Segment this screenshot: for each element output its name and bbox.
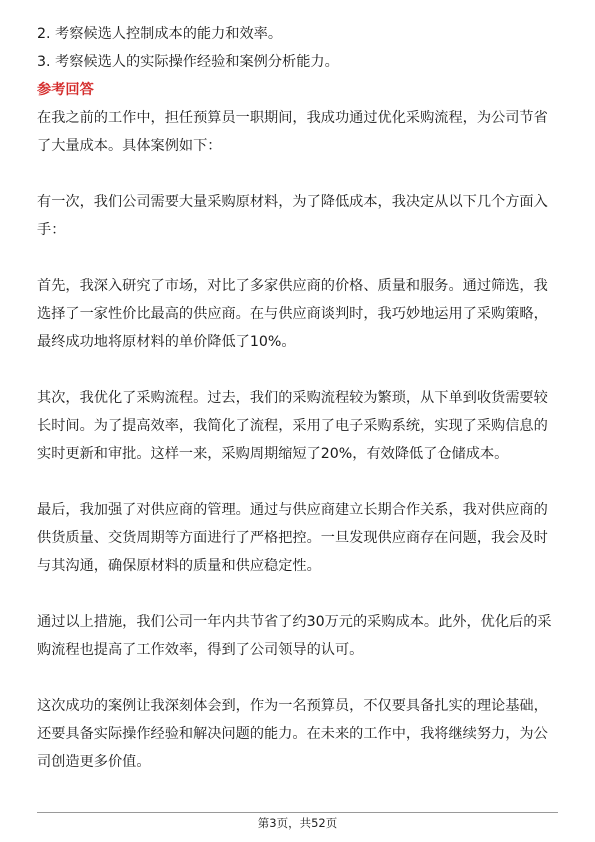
list-item: 2. 考察候选人控制成本的能力和效率。 bbox=[37, 26, 283, 42]
paragraph-line: 司创造更多价值。 bbox=[37, 754, 151, 770]
paragraph-line: 购流程也提高了工作效率，得到了公司领导的认可。 bbox=[37, 642, 364, 658]
paragraph-line: 通过以上措施，我们公司一年内共节省了约30万元的采购成本。此外，优化后的采 bbox=[37, 614, 552, 630]
paragraph bbox=[37, 384, 565, 468]
paragraph-line: 与其沟通，确保原材料的质量和供应稳定性。 bbox=[37, 558, 321, 574]
footer-divider bbox=[37, 812, 558, 813]
paragraph-line: 最后，我加强了对供应商的管理。通过与供应商建立长期合作关系，我对供应商的 bbox=[37, 502, 548, 518]
paragraph-line: 其次，我优化了采购流程。过去，我们的采购流程较为繁琐，从下单到收货需要较 bbox=[37, 390, 548, 406]
paragraph-line: 还要具备实际操作经验和解决问题的能力。在未来的工作中，我将继续努力，为公 bbox=[37, 726, 548, 742]
paragraph bbox=[37, 272, 565, 356]
paragraph-line: 有一次，我们公司需要大量采购原材料，为了降低成本，我决定从以下几个方面入 bbox=[37, 194, 548, 210]
paragraph-line: 供货质量、交货周期等方面进行了严格把控。一旦发现供应商存在问题，我会及时 bbox=[37, 530, 548, 546]
list-item: 3. 考察候选人的实际操作经验和案例分析能力。 bbox=[37, 54, 339, 70]
paragraph bbox=[37, 608, 565, 664]
answer-heading: 参考回答 bbox=[37, 82, 94, 98]
paragraph-line: 这次成功的案例让我深刻体会到，作为一名预算员，不仅要具备扎实的理论基础， bbox=[37, 698, 548, 714]
page-number: 第3页，共52页 bbox=[257, 816, 338, 830]
paragraph-line: 实时更新和审批。这样一来，采购周期缩短了20%，有效降低了仓储成本。 bbox=[37, 446, 509, 462]
paragraph bbox=[37, 692, 565, 776]
paragraph bbox=[37, 496, 565, 580]
paragraph bbox=[37, 104, 565, 160]
paragraph-line: 首先，我深入研究了市场，对比了多家供应商的价格、质量和服务。通过筛选，我 bbox=[37, 278, 548, 294]
paragraph-line: 长时间。为了提高效率，我简化了流程，采用了电子采购系统，实现了采购信息的 bbox=[37, 418, 548, 434]
paragraph-line: 在我之前的工作中，担任预算员一职期间，我成功通过优化采购流程，为公司节省 bbox=[37, 110, 548, 126]
page-content bbox=[37, 20, 565, 776]
paragraph-line: 最终成功地将原材料的单价降低了10%。 bbox=[37, 334, 296, 350]
paragraph-line: 手： bbox=[37, 222, 66, 238]
paragraph-line: 选择了一家性价比最高的供应商。在与供应商谈判时，我巧妙地运用了采购策略， bbox=[37, 306, 548, 322]
paragraph-line: 了大量成本。具体案例如下： bbox=[37, 138, 222, 154]
paragraph bbox=[37, 188, 565, 244]
